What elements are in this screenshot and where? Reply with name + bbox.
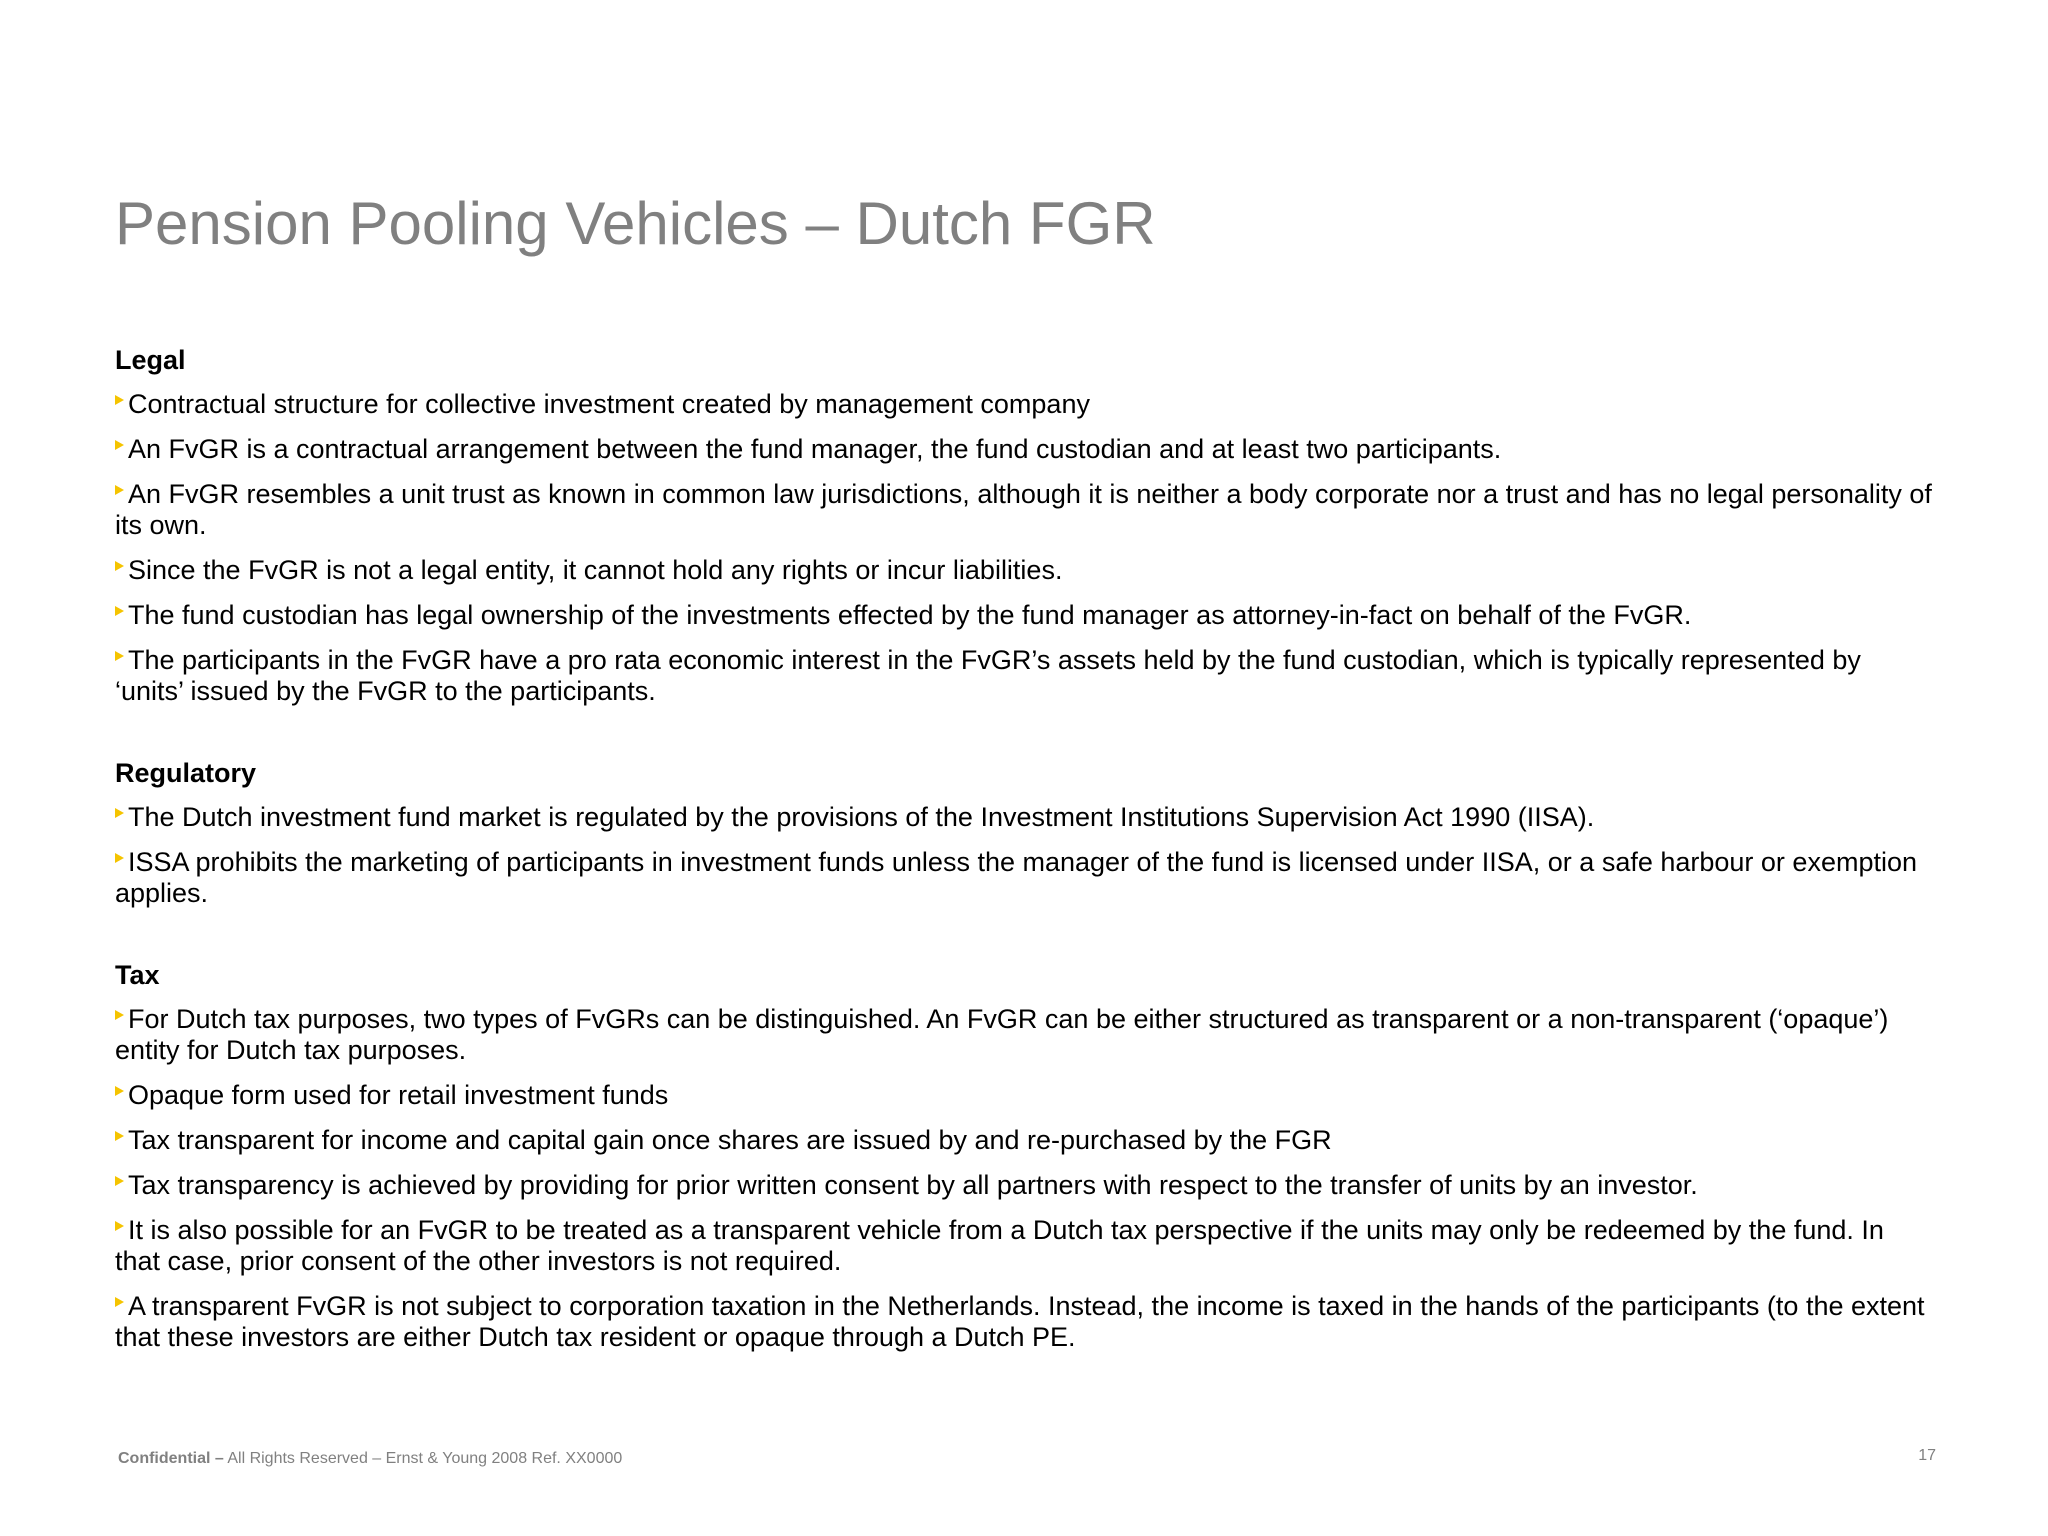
slide-content <box>115 344 1935 1353</box>
footer-rights: All Rights Reserved – Ernst & Young 2008 Ref. XX0000 <box>223 1450 623 1467</box>
bullet-text: Contractual structure for collective investment created by management company <box>128 389 1090 419</box>
bullet-item <box>115 1170 1935 1201</box>
section-tax <box>115 959 1935 1353</box>
footer <box>118 1450 622 1468</box>
triangle-bullet-icon <box>115 606 124 616</box>
footer-confidential: Confidential – <box>118 1450 224 1467</box>
triangle-bullet-icon <box>115 651 124 661</box>
bullet-item <box>115 600 1935 631</box>
section-regulatory <box>115 757 1935 909</box>
section-heading: Tax <box>115 960 160 990</box>
triangle-bullet-icon <box>115 853 124 863</box>
triangle-bullet-icon <box>115 1297 124 1307</box>
bullet-text: The Dutch investment fund market is regulated by the provisions of the Investment Institutions Supervision Act 1990 (IISA). <box>128 802 1595 832</box>
bullet-text: Tax transparency is achieved by providing for prior written consent by all partners with respect to the transfer of units by an investor. <box>128 1170 1698 1200</box>
bullet-item <box>115 847 1935 909</box>
bullet-text: The fund custodian has legal ownership of the investments effected by the fund manager as attorney-in-fact on behalf of the FvGR. <box>128 600 1692 630</box>
bullet-item <box>115 479 1935 541</box>
triangle-bullet-icon <box>115 1086 124 1096</box>
bullet-text: ISSA prohibits the marketing of participants in investment funds unless the manager of the fund is licensed under IISA, or a safe harbour or exemption applies. <box>115 847 1918 908</box>
bullet-text: For Dutch tax purposes, two types of FvGRs can be distinguished. An FvGR can be either structured as transparent or a non-transparent (‘opaque’) entity for Dutch tax purposes. <box>115 1004 1889 1065</box>
bullet-text: Since the FvGR is not a legal entity, it cannot hold any rights or incur liabilities. <box>128 555 1063 585</box>
triangle-bullet-icon <box>115 485 124 495</box>
bullet-text: The participants in the FvGR have a pro rata economic interest in the FvGR’s assets held by the fund custodian, which is typically represented by ‘units’ issued by the FvGR to the participants. <box>115 645 1861 706</box>
bullet-item <box>115 1080 1935 1111</box>
bullet-item <box>115 434 1935 465</box>
bullet-item <box>115 555 1935 586</box>
bullet-item <box>115 802 1935 833</box>
bullet-item <box>115 1125 1935 1156</box>
triangle-bullet-icon <box>115 440 124 450</box>
triangle-bullet-icon <box>115 1221 124 1231</box>
bullet-text: An FvGR is a contractual arrangement between the fund manager, the fund custodian and at least two participants. <box>128 434 1502 464</box>
bullet-text: Tax transparent for income and capital gain once shares are issued by and re-purchased by the FGR <box>128 1125 1332 1155</box>
page-number: 17 <box>1918 1447 1936 1464</box>
bullet-item <box>115 645 1935 707</box>
triangle-bullet-icon <box>115 395 124 405</box>
bullet-text: Opaque form used for retail investment funds <box>128 1080 669 1110</box>
section-legal <box>115 344 1935 707</box>
bullet-item <box>115 389 1935 420</box>
triangle-bullet-icon <box>115 1010 124 1020</box>
triangle-bullet-icon <box>115 808 124 818</box>
section-heading: Legal <box>115 345 186 375</box>
bullet-item <box>115 1004 1935 1066</box>
bullet-text: It is also possible for an FvGR to be treated as a transparent vehicle from a Dutch tax perspective if the units may only be redeemed by the fund. In that case, prior consent of the other investors is not required. <box>115 1215 1884 1276</box>
bullet-text: An FvGR resembles a unit trust as known in common law jurisdictions, although it is neither a body corporate nor a trust and has no legal personality of its own. <box>115 479 1932 540</box>
triangle-bullet-icon <box>115 1131 124 1141</box>
triangle-bullet-icon <box>115 561 124 571</box>
bullet-text: A transparent FvGR is not subject to corporation taxation in the Netherlands. Instead, the income is taxed in the hands of the participants (to the extent that these investors are either Dutch tax resident or opaque through a Dutch PE. <box>115 1291 1925 1352</box>
bullet-item <box>115 1291 1935 1353</box>
slide-title: Pension Pooling Vehicles – Dutch FGR <box>115 190 1156 257</box>
triangle-bullet-icon <box>115 1176 124 1186</box>
section-heading: Regulatory <box>115 758 257 788</box>
bullet-item <box>115 1215 1935 1277</box>
